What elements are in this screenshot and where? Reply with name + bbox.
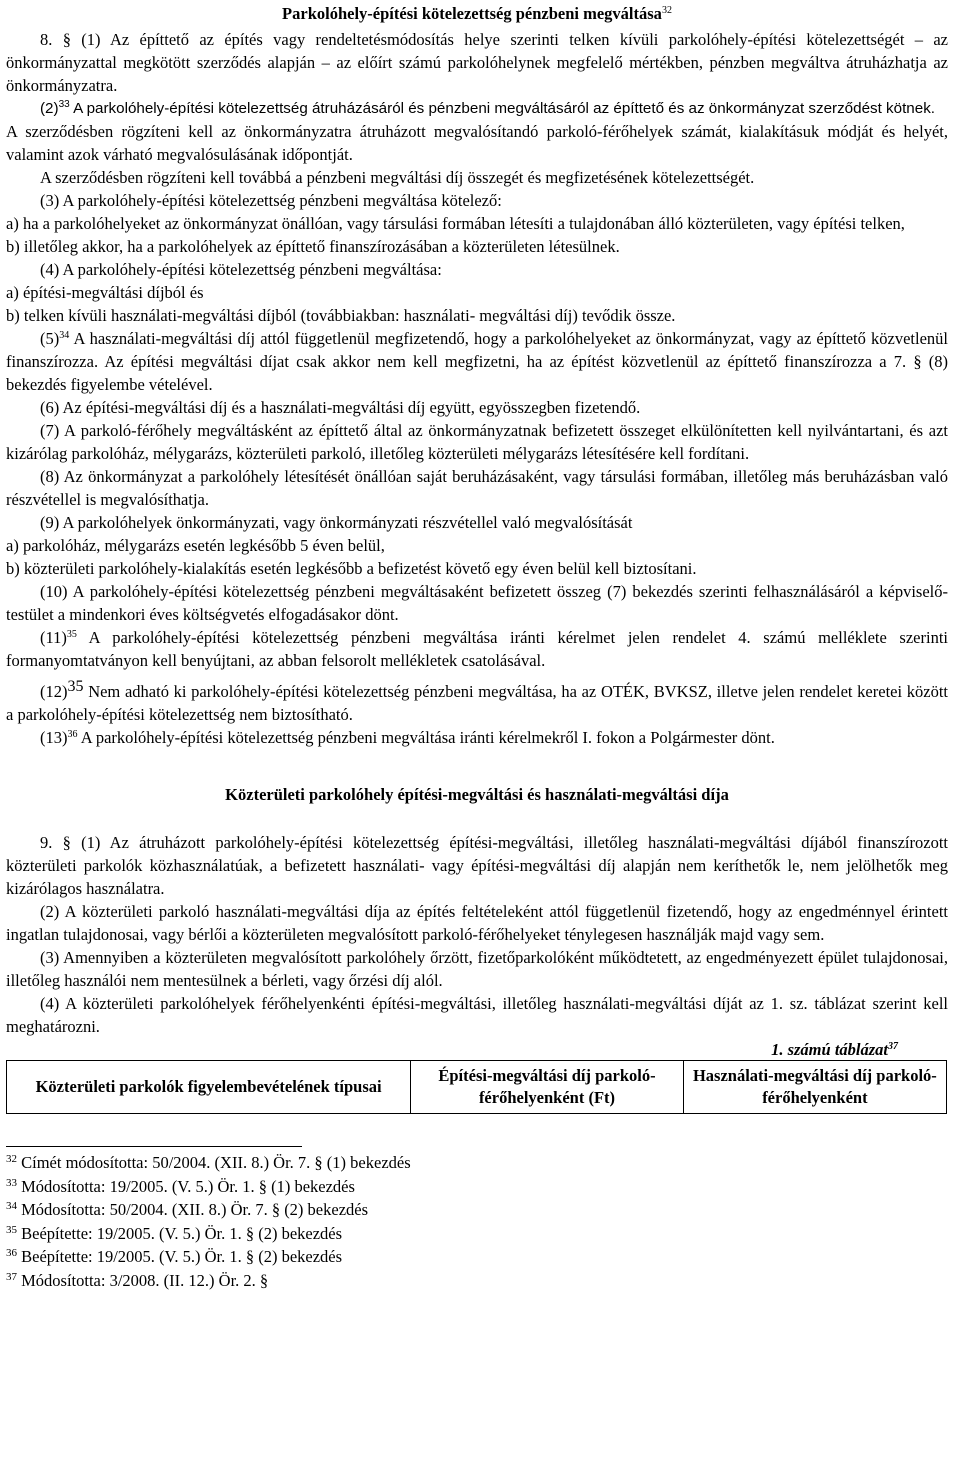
- footnote-text: Beépítette: 19/2005. (V. 5.) Ör. 1. § (2) bekezdés: [21, 1223, 343, 1243]
- footnote-item: [6, 1198, 948, 1222]
- footnote-number: 32: [6, 1153, 17, 1165]
- footnote-item: [6, 1269, 948, 1293]
- paragraph-8-5: [6, 327, 948, 396]
- footnote-ref: 35: [67, 678, 84, 695]
- table-caption-text: 1. számú táblázat: [771, 1040, 888, 1059]
- footnote-item: [6, 1175, 948, 1199]
- footnote-text: Módosította: 19/2005. (V. 5.) Ör. 1. § (1) bekezdés: [21, 1176, 355, 1196]
- paragraph-8-2-continued: A szerződésben rögzíteni kell az önkormányzatra átruházott megvalósítandó parkoló-férőhelyek számát, kialakításuk módját és helyét, valamint azok várható megvalósulásának időpontját.: [6, 122, 948, 164]
- footnote-item: [6, 1245, 948, 1269]
- footnotes: [6, 1151, 948, 1292]
- footnote-ref: 37: [888, 1041, 898, 1052]
- footnote-text: Beépítette: 19/2005. (V. 5.) Ör. 1. § (2) bekezdés: [21, 1247, 343, 1266]
- document-page: [6, 0, 948, 1292]
- table-header-cell: Közterületi parkolók figyelembevételének típusai: [7, 1061, 411, 1114]
- paragraph-number: (12): [40, 682, 68, 701]
- paragraph-text: A parkolóhely-építési kötelezettség pénzbeni megváltása iránti kérelmet jelen rendelet 4. számú melléklete szerinti formanyomtatványon kell benyújtani, az abban felsorolt mellékletek csatolásával.: [6, 628, 948, 670]
- paragraph-8-2b: A szerződésben rögzíteni kell továbbá a pénzbeni megváltási díj összegét és megfizetésének kötelezettségét.: [40, 168, 755, 187]
- paragraph-8-4: (4) A parkolóhely-építési kötelezettség pénzbeni megváltása:: [40, 260, 442, 279]
- paragraph-8-9: (9) A parkolóhelyek önkormányzati, vagy önkormányzati részvétellel való megvalósítását: [40, 513, 633, 532]
- footnote-item: [6, 1222, 948, 1246]
- table-header-cell: Építési-megváltási díj parkoló-férőhelyenként (Ft): [411, 1061, 684, 1114]
- paragraph-8-3: (3) A parkolóhely-építési kötelezettség pénzbeni megváltása kötelező:: [40, 191, 502, 210]
- paragraph-8-4a: a) építési-megváltási díjból és: [6, 283, 204, 302]
- paragraph-8-4b: b) telken kívüli használati-megváltási díjból (továbbiakban: használati- megváltási díj) tevődik össze.: [6, 306, 676, 325]
- paragraph-9-2: (2) A közterületi parkoló használati-megváltási díja az építés feltételeként attól függetlenül fizetendő, hogy az engedménnyel érintett ingatlan tulajdonosai, vagy bérlői a közterületen megvalósított parkoló-férőhelyeket ténylegesen használják majd vagy sem.: [6, 902, 948, 944]
- paragraph-9-4: (4) A közterületi parkolóhelyek férőhelyenkénti építési-megváltási, illetőleg használati-megváltási díját az 1. sz. táblázat szerint kell meghatározni.: [6, 994, 948, 1036]
- footnote-number: 36: [6, 1247, 17, 1259]
- paragraph-9-3: (3) Amennyiben a közterületen megvalósított parkolóhely őrzött, fizetőparkolóként működtetett, az engedményezett épület tulajdonosai, illetőleg használói nem mentesülnek a bérleti, vagy őrzési díj alól.: [6, 948, 948, 990]
- section-title-text: Parkolóhely-építési kötelezettség pénzbeni megváltása: [282, 4, 662, 23]
- footnote-ref: 32: [661, 5, 672, 16]
- footnote-number: 37: [6, 1270, 17, 1283]
- footnote-ref: 35: [66, 629, 77, 640]
- paragraph-8-13: [6, 726, 948, 749]
- paragraph-text: A használati-megváltási díj attól függetlenül megfizetendő, hogy a parkolóhelyeket az önkormányzat, vagy az építtető közvetlenül finanszírozza. Az építési megváltási díjat csak akkor nem kell megfizetni, ha az építést közvetlenül az építtető finanszírozza a 7. § (8) bekezdés figyelembe vételével.: [6, 329, 948, 394]
- paragraph-text: Nem adható ki parkolóhely-építési kötelezettség pénzbeni megváltása, ha az OTÉK, BVKSZ, illetve jelen rendelet keretei között a parkolóhely-építési kötelezettség nem biztosítható.: [6, 682, 948, 724]
- footnote-separator: [6, 1146, 302, 1147]
- table-header-cell: Használati-megváltási díj parkoló-férőhelyenként: [683, 1061, 946, 1114]
- footnote-text: Módosította: 50/2004. (XII. 8.) Ör. 7. § (2) bekezdés: [21, 1200, 369, 1219]
- paragraph-number: (2): [40, 100, 59, 117]
- paragraph-8-6: (6) Az építési-megváltási díj és a használati-megváltási díj együtt, egyösszegben fizetendő.: [40, 398, 641, 417]
- paragraph-8-3a: a) ha a parkolóhelyeket az önkormányzat önállóan, vagy társulási formában létesíti a tulajdonában álló közterületen, vagy építési telken,: [6, 214, 905, 233]
- footnote-ref: 33: [58, 99, 70, 110]
- paragraph-8-7: (7) A parkoló-férőhely megváltásként az építtető által az önkormányzatnak befizetett összeget elkülönítetten kell nyilvántartani, és azt kizárólag parkolóház, mélygarázs, közterületi parkoló, illetőleg közterületi mélygarázs létesítésére kell fordítani.: [6, 421, 948, 463]
- paragraph-8-10: (10) A parkolóhely-építési kötelezettség pénzbeni megváltásaként befizetett összeg (7) bekezdés szerinti felhasználásáról a képviselő-testület a mindenkori éves költségvetés elfogadásakor dönt.: [6, 582, 948, 624]
- paragraph-8-9a: a) parkolóház, mélygarázs esetén legkésőbb 5 éven belül,: [6, 536, 385, 555]
- paragraph-number: (5): [40, 329, 60, 348]
- paragraph-number: (13): [40, 728, 68, 747]
- section-heading: Közterületi parkolóhely építési-megváltási és használati-megváltási díja: [225, 785, 729, 804]
- footnote-ref: 34: [59, 330, 70, 341]
- paragraph-8-2: [6, 97, 948, 120]
- table-caption: [6, 1040, 948, 1060]
- paragraph-text: A parkolóhely-építési kötelezettség átruházásáról és pénzbeni megváltásáról az építtető és az önkormányzat szerződést kötnek.: [69, 100, 936, 117]
- paragraph-8-11: [6, 626, 948, 672]
- footnote-text: Módosította: 3/2008. (II. 12.) Ör. 2. §: [21, 1270, 269, 1290]
- footnote-number: 34: [6, 1200, 17, 1212]
- footnote-text: Címét módosította: 50/2004. (XII. 8.) Ör. 7. § (1) bekezdés: [21, 1153, 411, 1172]
- footnote-number: 33: [6, 1176, 17, 1189]
- paragraph-8-9b: b) közterületi parkolóhely-kialakítás esetén legkésőbb a befizetést követő egy éven belül kell biztosítani.: [6, 559, 697, 578]
- paragraph-8-8: (8) Az önkormányzat a parkolóhely létesítését önállóan saját beruházásaként, vagy társulási formában, illetőleg más beruházásban való részvétellel is megvalósíthatja.: [6, 467, 948, 509]
- paragraph-9-1: 9. § (1) Az átruházott parkolóhely-építési kötelezettség építési-megváltási, illetőleg használati-megváltási díjából finanszírozott közterületi parkolók közhasználatúak, a befizetett használati- vagy építési-megváltási díj alapján nem keríthetők le, nem jelölhetők meg kizárólagos használatra.: [6, 833, 948, 898]
- footnote-number: 35: [6, 1223, 17, 1236]
- footnote-ref: 36: [67, 729, 78, 740]
- section-title: [6, 0, 948, 28]
- paragraph-text: A parkolóhely-építési kötelezettség pénzbeni megváltása iránti kérelmekről I. fokon a Polgármester dönt.: [77, 728, 775, 747]
- fee-table: [6, 1060, 947, 1114]
- paragraph-8-12: [6, 680, 948, 726]
- paragraph-number: (11): [40, 628, 67, 647]
- table-header-row: [7, 1061, 947, 1114]
- paragraph-8-3b: b) illetőleg akkor, ha a parkolóhelyek az építtető finanszírozásában a közterületen létesülnek.: [6, 237, 620, 256]
- footnote-item: [6, 1151, 948, 1175]
- paragraph-8-1: 8. § (1) Az építtető az építés vagy rendeltetésmódosítás helye szerinti telken kívüli parkolóhely-építési kötelezettségét – az önkormányzattal megkötött szerződés alapján – az előírt számú parkolóhelynek megfelelő mértékben, pénzben megváltva átruházhatja az önkormányzatra.: [6, 30, 948, 95]
